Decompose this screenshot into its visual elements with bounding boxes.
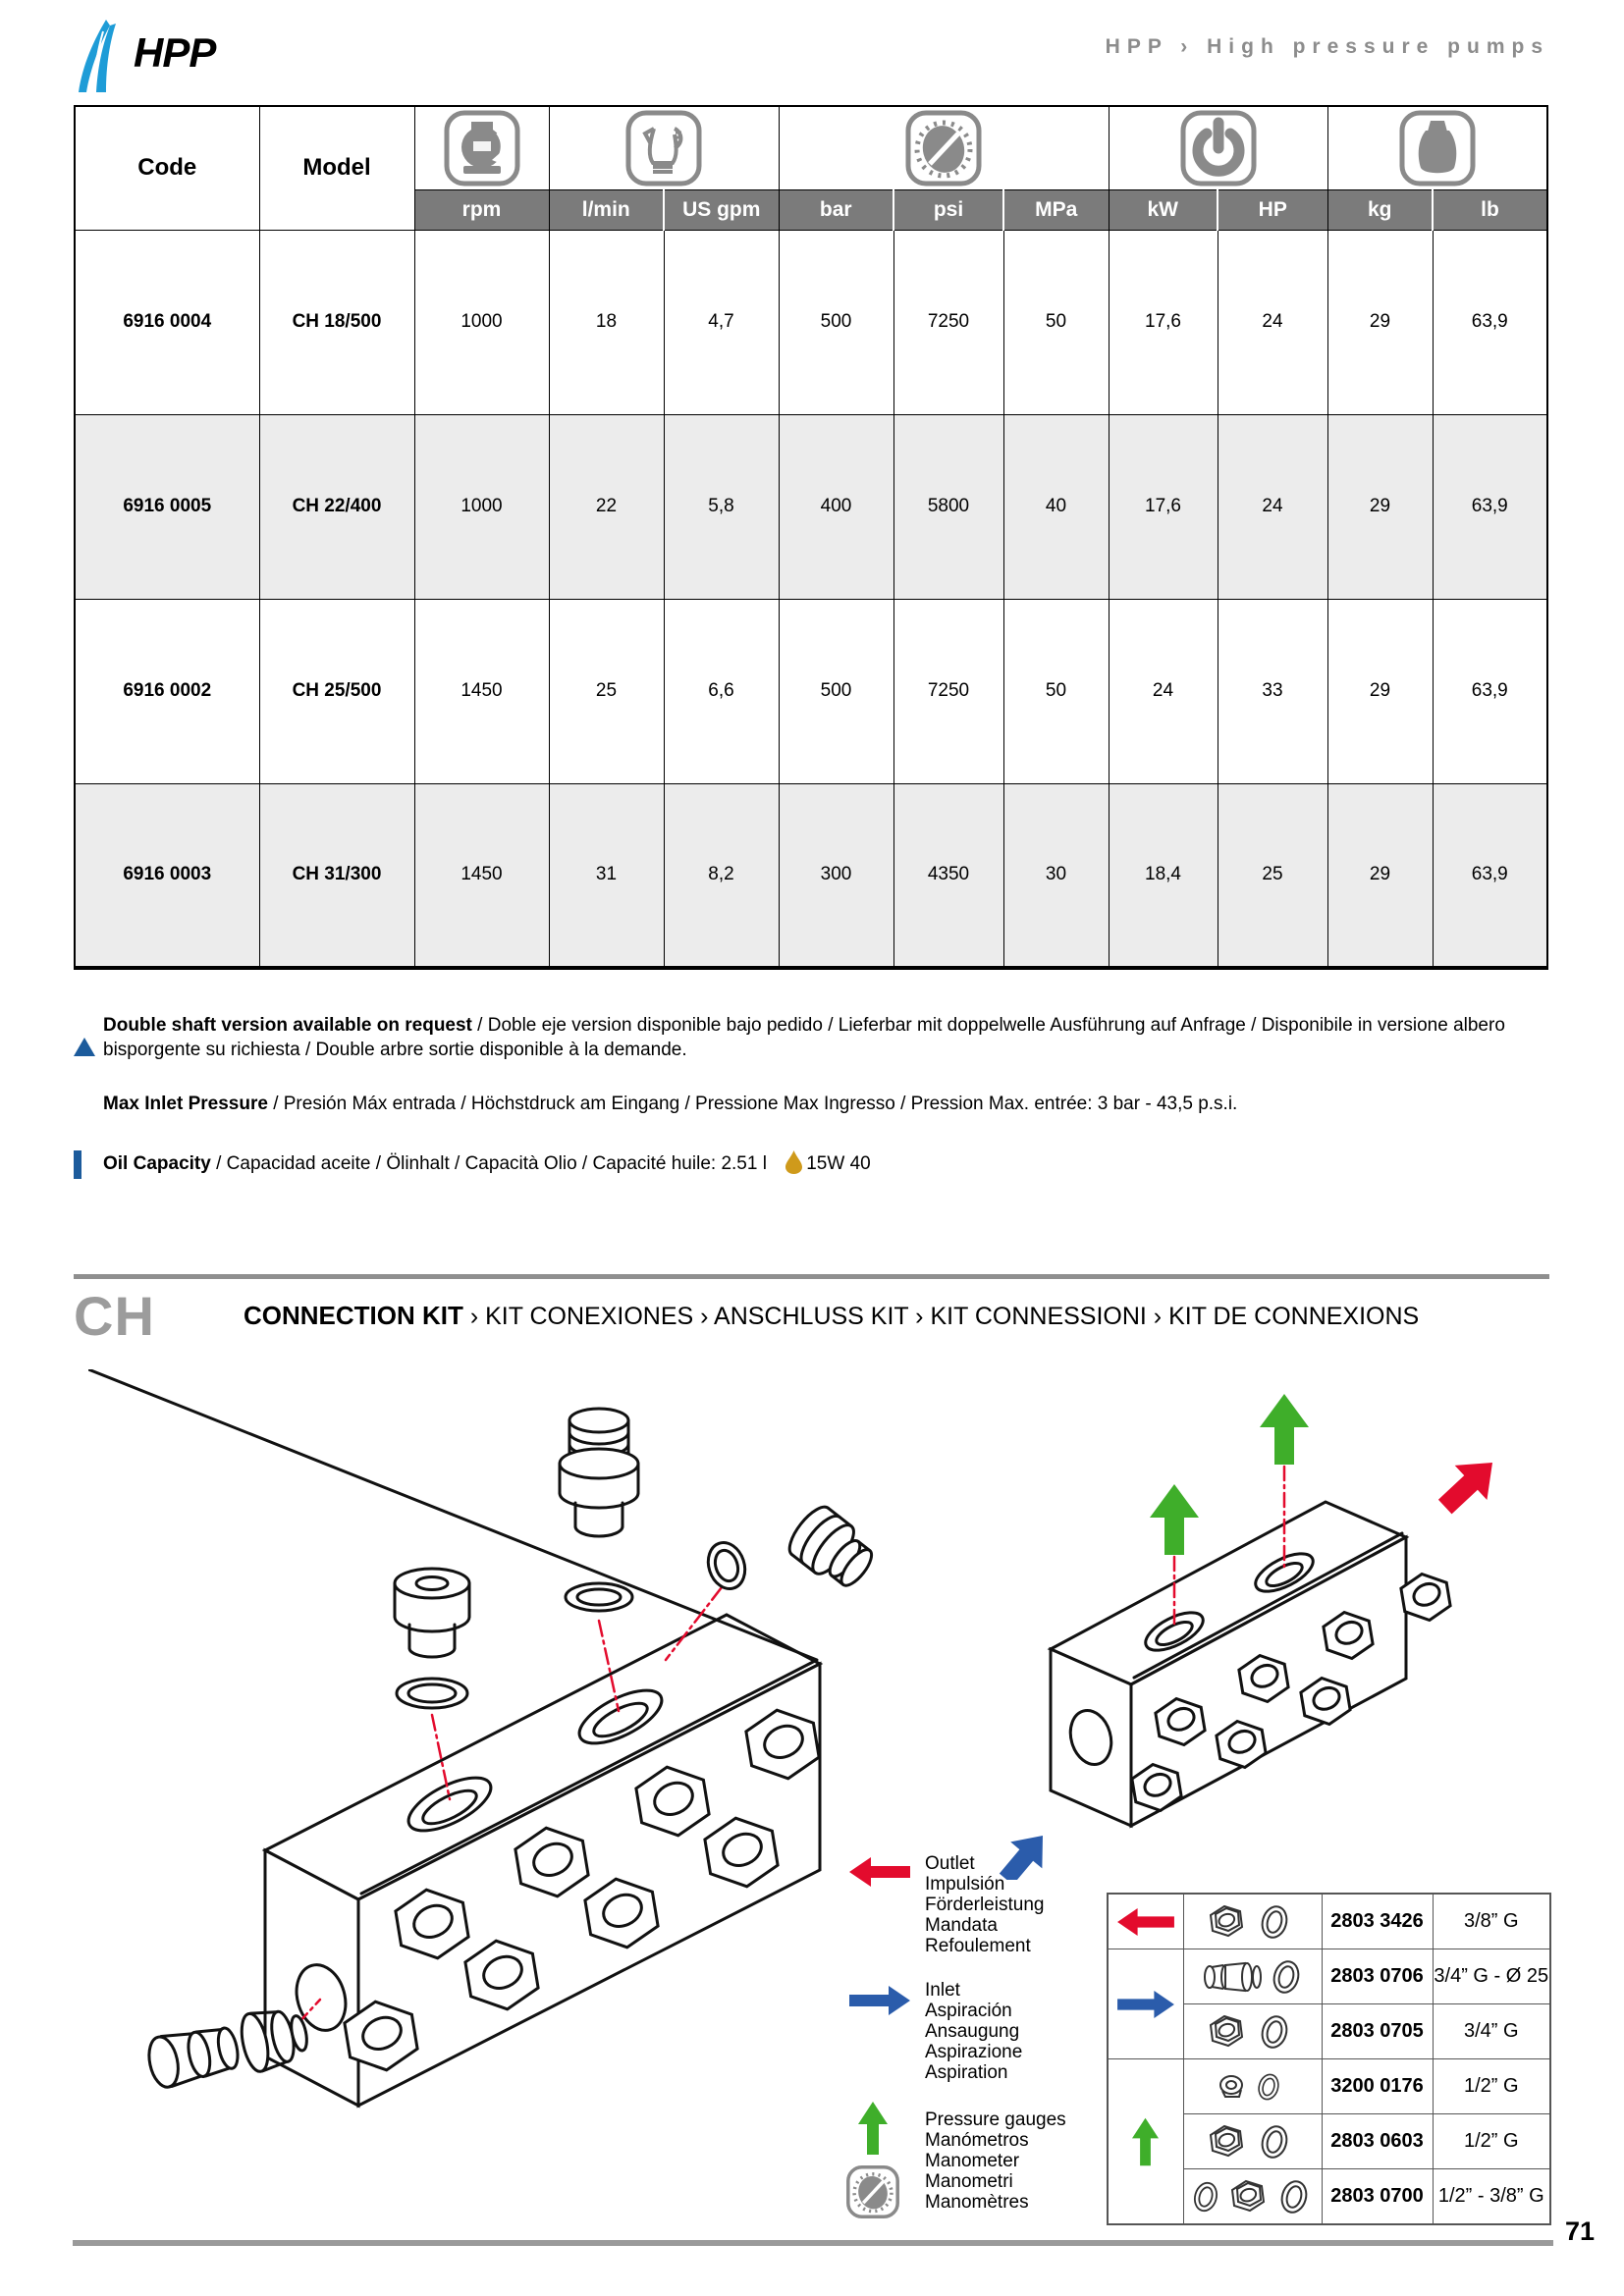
code-cell: 6916 0005 [75, 414, 259, 599]
value-cell-rpm: 1000 [414, 230, 549, 414]
hpp-logo-icon [77, 18, 135, 94]
series-tag: CH [74, 1285, 155, 1347]
legend-gauge-labels [925, 2109, 1066, 2213]
table-row [75, 230, 1547, 414]
unit-header-psi: psi [893, 189, 1003, 230]
kit-fitting-cell [1183, 1949, 1322, 2004]
footer-divider [73, 2240, 1553, 2246]
oil-drop-icon [785, 1150, 802, 1174]
kit-thread-size: 1/2” - 3/8” G [1433, 2169, 1550, 2225]
kit-fitting-cell [1183, 2169, 1322, 2225]
unit-header-kg: kg [1327, 189, 1433, 230]
kit-arrow-cell [1108, 2059, 1183, 2225]
value-cell-kw: 18,4 [1109, 783, 1218, 968]
code-cell: 6916 0003 [75, 783, 259, 968]
note-text: Oil Capacity / Capacidad aceite / Ölinhalt / Capacità Olio / Capacité huile: 2.51 l 15W 40 [103, 1150, 871, 1176]
fitting-hosebarb-oring-icon [1186, 1950, 1319, 2003]
kit-thread-size: 1/2” G [1433, 2114, 1550, 2169]
kit-thread-size: 1/2” G [1433, 2059, 1550, 2114]
value-cell-mpa: 30 [1003, 783, 1109, 968]
value-cell-kg: 29 [1327, 599, 1433, 783]
fitting-nut-oring-icon [1186, 1896, 1319, 1949]
fitting-nut-oring-icon [1186, 2005, 1319, 2058]
triangle-bullet-icon [74, 1013, 103, 1040]
legend-label: Outlet [925, 1853, 975, 1874]
value-cell-mpa: 40 [1003, 414, 1109, 599]
kit-part-code: 2803 0700 [1322, 2169, 1433, 2225]
legend-label: Impulsión [925, 1874, 1005, 1895]
unit-header-hp: HP [1218, 189, 1327, 230]
flow-legend [844, 1850, 1100, 2243]
legend-inlet-labels [925, 1980, 1022, 2083]
value-cell-l-min: 22 [549, 414, 664, 599]
spec-table [74, 105, 1548, 970]
section-divider [74, 1274, 1549, 1279]
kit-part-code: 2803 0603 [1322, 2114, 1433, 2169]
pressure-gauge-icon [844, 2164, 901, 2219]
code-cell: 6916 0004 [75, 230, 259, 414]
table-row [75, 783, 1547, 968]
value-cell-bar: 500 [779, 599, 893, 783]
fitting-nut-oring-icon [1186, 2115, 1319, 2168]
value-cell-l-min: 25 [549, 599, 664, 783]
page-number: 71 [1565, 2216, 1596, 2246]
kit-thread-size: 3/4” G - Ø 25 [1433, 1949, 1550, 2004]
outlet-arrow-icon [849, 1857, 910, 1887]
legend-label: Förderleistung [925, 1895, 1045, 1915]
value-cell-rpm: 1450 [414, 599, 549, 783]
square-bullet-icon [74, 1150, 103, 1177]
kit-thread-size: 3/8” G [1433, 1894, 1550, 1949]
inlet-arrow-icon [1117, 1991, 1174, 2018]
value-cell-kg: 29 [1327, 414, 1433, 599]
table-row [75, 599, 1547, 783]
value-cell-hp: 33 [1218, 599, 1327, 783]
value-cell-rpm: 1450 [414, 783, 549, 968]
note-oil-capacity [74, 1150, 1546, 1177]
unit-header-us-gpm: US gpm [664, 189, 779, 230]
value-cell-kw: 17,6 [1109, 414, 1218, 599]
legend-label: Manómetros [925, 2130, 1029, 2151]
kit-row [1108, 1894, 1550, 1949]
value-cell-kw: 24 [1109, 599, 1218, 783]
kit-part-code: 2803 3426 [1322, 1894, 1433, 1949]
kit-fitting-cell [1183, 2059, 1322, 2114]
fitting-plug-oring-icon [1186, 2060, 1319, 2113]
kit-part-code: 3200 0176 [1322, 2059, 1433, 2114]
value-cell-kg: 29 [1327, 783, 1433, 968]
unit-header-rpm: rpm [414, 189, 549, 230]
value-cell-us-gpm: 4,7 [664, 230, 779, 414]
model-cell: CH 22/400 [259, 414, 414, 599]
value-cell-psi: 7250 [893, 599, 1003, 783]
legend-outlet-labels [925, 1853, 1044, 1956]
value-cell-bar: 400 [779, 414, 893, 599]
unit-header-bar: bar [779, 189, 893, 230]
value-cell-mpa: 50 [1003, 230, 1109, 414]
value-cell-rpm: 1000 [414, 414, 549, 599]
power-icon [1109, 106, 1327, 189]
legend-label: Aspiration [925, 2062, 1008, 2083]
legend-label: Manometri [925, 2171, 1013, 2192]
table-row [75, 414, 1547, 599]
inlet-arrow-icon [849, 1986, 910, 2015]
pressure-gauge-arrow-icon [1150, 1484, 1199, 1555]
water-jug-icon [549, 106, 779, 189]
manifold-flow-diagram [982, 1364, 1620, 1880]
weight-icon [1327, 106, 1547, 189]
pressure-gauge-icon [779, 106, 1109, 189]
legend-label: Manomètres [925, 2192, 1029, 2213]
model-cell: CH 31/300 [259, 783, 414, 968]
model-cell: CH 18/500 [259, 230, 414, 414]
outlet-arrow-icon [1429, 1445, 1508, 1523]
value-cell-hp: 25 [1218, 783, 1327, 968]
value-cell-kw: 17,6 [1109, 230, 1218, 414]
value-cell-lb: 63,9 [1433, 230, 1547, 414]
value-cell-l-min: 31 [549, 783, 664, 968]
legend-label: Ansaugung [925, 2021, 1020, 2042]
engine-rpm-icon [414, 106, 549, 189]
value-cell-us-gpm: 5,8 [664, 414, 779, 599]
model-cell: CH 25/500 [259, 599, 414, 783]
kit-row [1108, 1949, 1550, 2004]
column-header-code: Code [75, 106, 259, 230]
unit-header-lb: lb [1433, 189, 1547, 230]
value-cell-kg: 29 [1327, 230, 1433, 414]
kit-fitting-cell [1183, 2114, 1322, 2169]
kit-part-code: 2803 0705 [1322, 2004, 1433, 2059]
legend-label: Manometer [925, 2151, 1020, 2171]
value-cell-us-gpm: 6,6 [664, 599, 779, 783]
value-cell-hp: 24 [1218, 414, 1327, 599]
connection-kit-table [1107, 1893, 1551, 2225]
value-cell-psi: 5800 [893, 414, 1003, 599]
note-text: Double shaft version available on request / Doble eje version disponible bajo pedido / Lieferbar mit doppelwelle Ausführung auf Anfrage / Disponibile in versione albero bisporgente su richiesta / Double arbre sortie disponible à la demande. [103, 1015, 1505, 1060]
unit-header-kw: kW [1109, 189, 1218, 230]
value-cell-lb: 63,9 [1433, 599, 1547, 783]
kit-fitting-cell [1183, 2004, 1322, 2059]
value-cell-psi: 4350 [893, 783, 1003, 968]
legend-label: Pressure gauges [925, 2109, 1066, 2130]
pressure-gauge-arrow-icon [1132, 2117, 1159, 2166]
kit-part-code: 2803 0706 [1322, 1949, 1433, 2004]
value-cell-bar: 300 [779, 783, 893, 968]
legend-label: Mandata [925, 1915, 998, 1936]
value-cell-lb: 63,9 [1433, 783, 1547, 968]
value-cell-psi: 7250 [893, 230, 1003, 414]
pressure-gauge-arrow-icon [858, 2102, 888, 2155]
column-header-model: Model [259, 106, 414, 230]
value-cell-us-gpm: 8,2 [664, 783, 779, 968]
kit-arrow-cell [1108, 1894, 1183, 1949]
note-double-shaft [74, 1013, 1546, 1062]
outlet-arrow-icon [1117, 1908, 1174, 1936]
pressure-gauge-arrow-icon [1260, 1394, 1309, 1465]
value-cell-mpa: 50 [1003, 599, 1109, 783]
unit-header-l-min: l/min [549, 189, 664, 230]
circle-bullet-icon [74, 1092, 103, 1094]
legend-label: Inlet [925, 1980, 960, 2001]
code-cell: 6916 0002 [75, 599, 259, 783]
legend-label: Aspiración [925, 2001, 1012, 2021]
section-title: CONNECTION KIT › KIT CONEXIONES › ANSCHLUSS KIT › KIT CONNESSIONI › KIT DE CONNEXIONS [244, 1301, 1420, 1330]
kit-fitting-cell [1183, 1894, 1322, 1949]
unit-header-mpa: MPa [1003, 189, 1109, 230]
kit-row [1108, 2059, 1550, 2114]
value-cell-l-min: 18 [549, 230, 664, 414]
note-max-inlet-pressure [74, 1092, 1546, 1116]
page-tagline: HPP › High pressure pumps [1105, 35, 1549, 58]
kit-arrow-cell [1108, 1949, 1183, 2059]
legend-label: Refoulement [925, 1936, 1031, 1956]
value-cell-bar: 500 [779, 230, 893, 414]
note-text: Max Inlet Pressure / Presión Máx entrada / Höchstdruck am Eingang / Pressione Max Ingresso / Pression Max. entrée: 3 bar - 43,5 p.s.i. [103, 1094, 1238, 1114]
fitting-oring-nut-oring-icon [1186, 2170, 1319, 2223]
kit-thread-size: 3/4” G [1433, 2004, 1550, 2059]
exploded-manifold-diagram [88, 1369, 884, 2135]
value-cell-lb: 63,9 [1433, 414, 1547, 599]
brand-wordmark: HPP [134, 29, 216, 76]
legend-label: Aspirazione [925, 2042, 1023, 2062]
value-cell-hp: 24 [1218, 230, 1327, 414]
